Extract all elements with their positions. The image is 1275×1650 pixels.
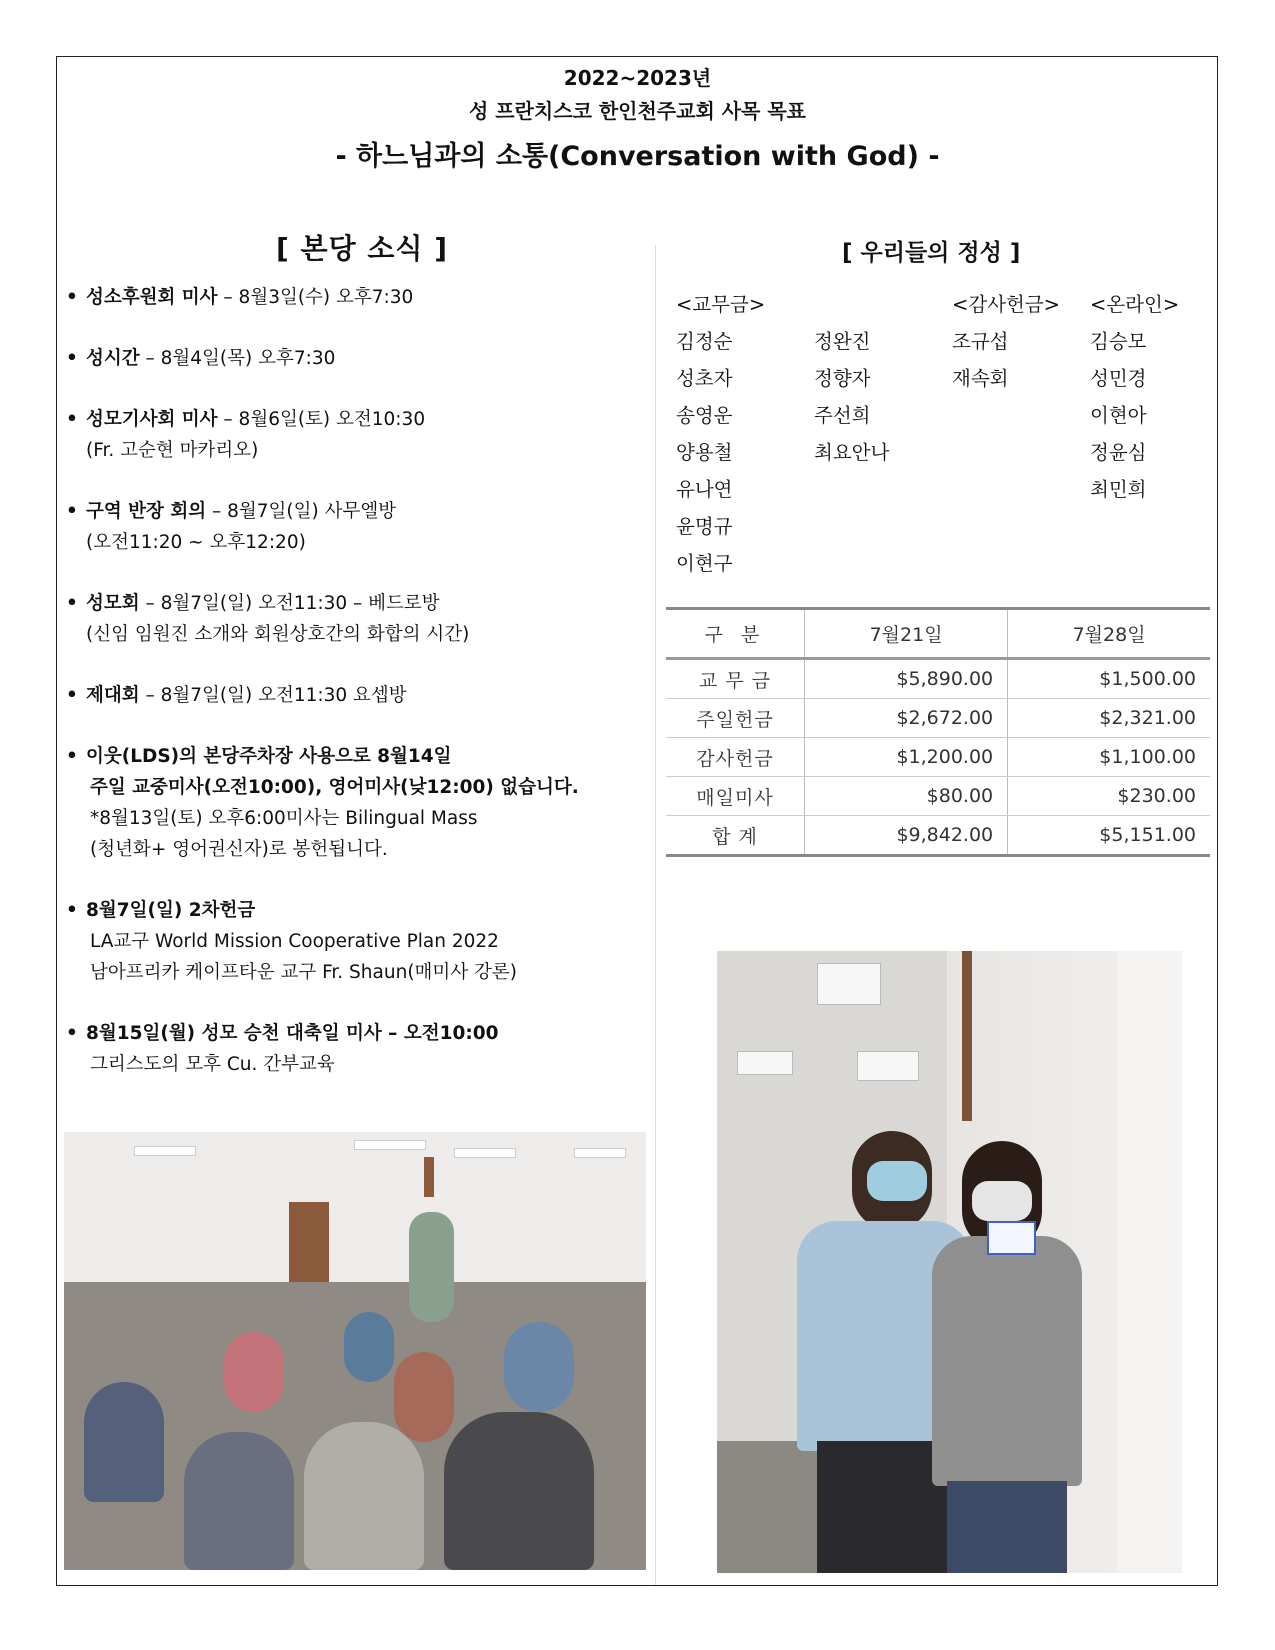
table-row <box>666 738 1210 777</box>
donor-name: 유나연 <box>676 478 733 501</box>
table-row <box>666 659 1210 699</box>
news-lead-cont: 주일 교중미사(오전10:00), 영어미사(낮12:00) 없습니다. <box>90 777 579 798</box>
donor-name: 재속회 <box>952 367 1009 390</box>
table-header-row <box>666 609 1210 659</box>
news-sub: (신임 임원진 소개와 회원상호간의 화합의 시간) <box>86 624 470 645</box>
amount-cell: $9,842.00 <box>805 816 1008 856</box>
donor-name: 양용철 <box>676 441 733 464</box>
table-row <box>666 816 1210 856</box>
photo-children-activity <box>64 1132 646 1570</box>
donor-name: 이현구 <box>676 552 733 575</box>
news-lead: 성모기사회 미사 <box>86 409 218 430</box>
offering-column-online <box>1090 286 1230 508</box>
donor-name: 조규섭 <box>952 330 1009 353</box>
donor-name: 송영운 <box>676 404 733 427</box>
list-item <box>64 588 649 650</box>
news-lead: 성시간 <box>86 348 140 369</box>
news-text: – 8월7일(일) 사무엘방 <box>206 501 397 522</box>
donor-name: 성초자 <box>676 367 733 390</box>
list-item <box>64 496 649 558</box>
header-subtitle: 성 프란치스코 한인천주교회 사목 목표 <box>469 99 806 123</box>
row-label: 주일헌금 <box>666 699 805 738</box>
row-label: 합 계 <box>666 816 805 856</box>
news-title: [ 본당 소식 ] <box>276 232 449 265</box>
news-text: – 8월7일(일) 오전11:30 요셉방 <box>139 685 407 706</box>
news-sub: (청년화+ 영어권신자)로 봉헌됩니다. <box>90 839 388 860</box>
donor-name: 윤명규 <box>676 515 733 538</box>
list-item <box>64 1018 649 1080</box>
news-lead: 성소후원회 미사 <box>86 287 218 308</box>
donor-name: 정윤심 <box>1090 441 1147 464</box>
donor-name: 정향자 <box>814 367 871 390</box>
column-header: 7월28일 <box>1008 609 1210 659</box>
news-text: – 8월7일(일) 오전11:30 – 베드로방 <box>139 593 440 614</box>
list-item <box>64 343 649 374</box>
header-theme: - 하느님과의 소통(Conversation with God) - <box>335 141 940 172</box>
list-item <box>64 895 649 988</box>
amount-cell: $230.00 <box>1008 777 1210 816</box>
donor-name: 김정순 <box>676 330 733 353</box>
column-header: 7월21일 <box>805 609 1008 659</box>
news-lead: 8월7일(일) 2차헌금 <box>86 900 256 921</box>
column-header: 구 분 <box>666 609 805 659</box>
row-label: 교 무 금 <box>666 659 805 699</box>
list-item <box>64 680 649 711</box>
news-sub: LA교구 World Mission Cooperative Plan 2022 <box>90 931 499 952</box>
amount-cell: $1,500.00 <box>1008 659 1210 699</box>
news-lead: 성모회 <box>86 593 140 614</box>
donor-name: 주선희 <box>814 404 871 427</box>
news-sub: *8월13일(토) 오후6:00미사는 Bilingual Mass <box>90 808 478 829</box>
column-header: <교무금> <box>676 293 766 316</box>
donor-name: 이현아 <box>1090 404 1147 427</box>
news-lead: 이웃(LDS)의 본당주차장 사용으로 8월14일 <box>86 746 452 767</box>
donor-name: 최요안나 <box>814 441 890 464</box>
news-sub: 그리스도의 모후 Cu. 간부교육 <box>90 1054 335 1075</box>
table-row <box>666 777 1210 816</box>
column-divider <box>655 245 656 1585</box>
offerings-title: [ 우리들의 정성 ] <box>842 240 1021 266</box>
amount-cell: $2,321.00 <box>1008 699 1210 738</box>
offering-column-tithe <box>676 286 816 582</box>
list-item <box>64 741 649 865</box>
donor-name: 최민희 <box>1090 478 1147 501</box>
news-text: – 8월6일(토) 오전10:30 <box>217 409 426 430</box>
news-list <box>64 282 649 1110</box>
column-header: <온라인> <box>1090 293 1180 316</box>
news-lead: 구역 반장 회의 <box>86 501 207 522</box>
list-item <box>64 404 649 466</box>
row-label: 매일미사 <box>666 777 805 816</box>
table-row <box>666 699 1210 738</box>
offering-totals-table <box>666 607 1210 857</box>
news-lead: 제대회 <box>86 685 140 706</box>
donor-name: 김승모 <box>1090 330 1147 353</box>
amount-cell: $5,890.00 <box>805 659 1008 699</box>
news-lead: 8월15일(월) 성모 승천 대축일 미사 – 오전10:00 <box>86 1023 499 1044</box>
amount-cell: $2,672.00 <box>805 699 1008 738</box>
column-header <box>814 286 954 323</box>
amount-cell: $1,200.00 <box>805 738 1008 777</box>
news-sub: (Fr. 고순현 마카리오) <box>86 440 259 461</box>
column-header: <감사헌금> <box>952 293 1061 316</box>
news-text: – 8월3일(수) 오후7:30 <box>217 287 414 308</box>
amount-cell: $80.00 <box>805 777 1008 816</box>
donor-name: 성민경 <box>1090 367 1147 390</box>
amount-cell: $5,151.00 <box>1008 816 1210 856</box>
offering-column-thanks <box>952 286 1092 397</box>
news-sub: 남아프리카 케이프타운 교구 Fr. Shaun(매미사 강론) <box>90 962 517 983</box>
list-item <box>64 282 649 313</box>
row-label: 감사헌금 <box>666 738 805 777</box>
offering-column-tithe-cont <box>814 286 954 471</box>
donor-name: 정완진 <box>814 330 871 353</box>
amount-cell: $1,100.00 <box>1008 738 1210 777</box>
news-text: – 8월4일(목) 오후7:30 <box>139 348 336 369</box>
news-sub: (오전11:20 ~ 오후12:20) <box>86 532 306 553</box>
header-year: 2022~2023년 <box>563 66 712 90</box>
photo-two-girls <box>717 951 1182 1573</box>
